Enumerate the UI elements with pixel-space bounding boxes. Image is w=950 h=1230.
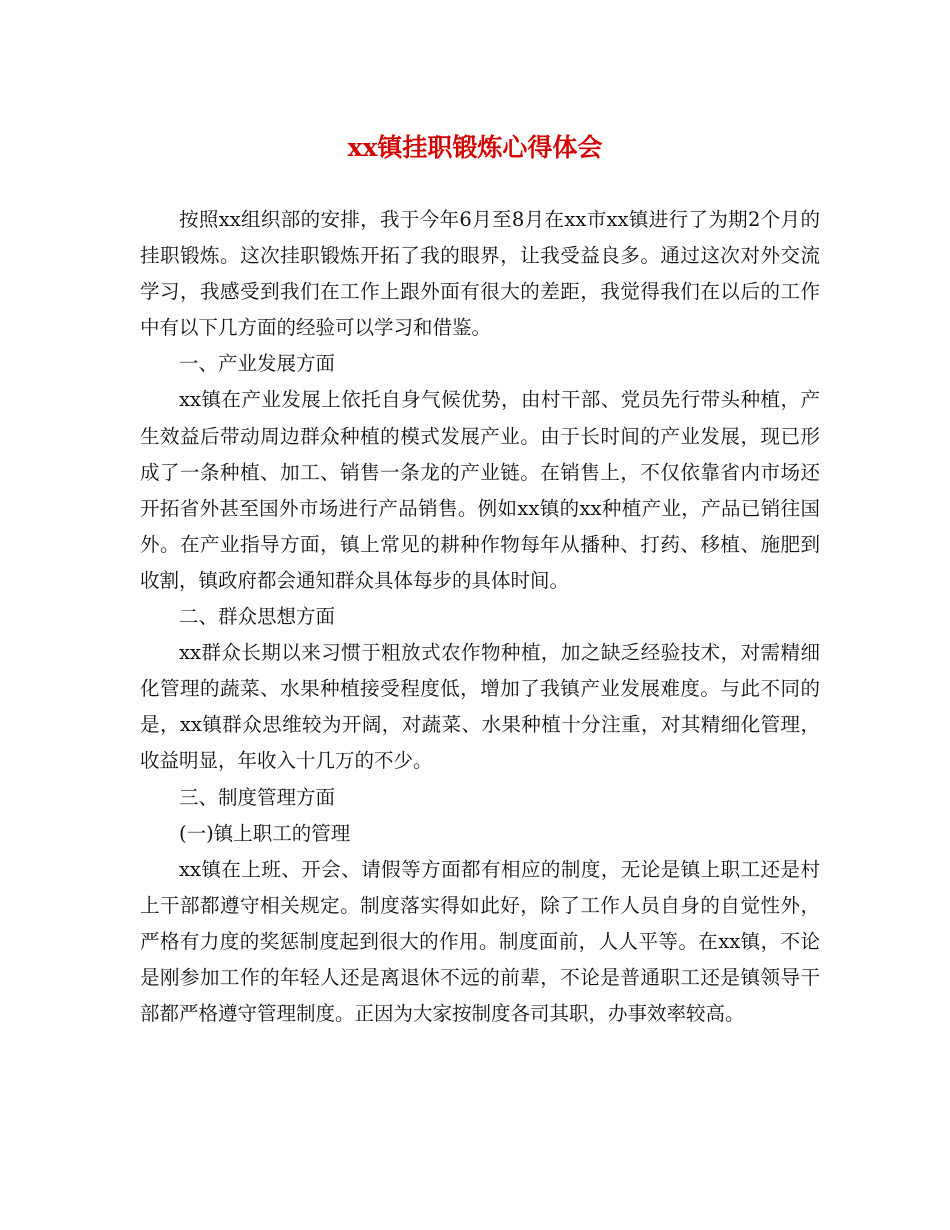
document-title: xx镇挂职锻炼心得体会 bbox=[347, 133, 603, 162]
document-body bbox=[140, 202, 820, 1032]
subsection-heading-staff-management: (一)镇上职工的管理 bbox=[179, 821, 351, 845]
section-heading-industry: 一、产业发展方面 bbox=[179, 352, 336, 376]
industry-paragraph: xx镇在产业发展上依托自身气候优势，由村干部、党员先行带头种植，产生效益后带动周边群众种植的模式发展产业。由于长时间的产业发展，现已形成了一条种植、加工、销售一条龙的产业链。在销售上，不仅依靠省内市场还开拓省外甚至国外市场进行产品销售。例如xx镇的xx种植产业，产品已销往国外。在产业指导方面，镇上常见的耕种作物每年从播种、打药、移植、施肥到收割，镇政府都会通知群众具体每步的具体时间。 bbox=[140, 388, 820, 592]
intro-paragraph: 按照xx组织部的安排，我于今年6月至8月在xx市xx镇进行了为期2个月的挂职锻炼。这次挂职锻炼开拓了我的眼界，让我受益良多。通过这次对外交流学习，我感受到我们在工作上跟外面有很大的差距，我觉得我们在以后的工作中有以下几方面的经验可以学习和借鉴。 bbox=[140, 208, 820, 340]
section-heading-public-thinking: 二、群众思想方面 bbox=[179, 605, 336, 629]
staff-management-paragraph: xx镇在上班、开会、请假等方面都有相应的制度，无论是镇上职工还是村上干部都遵守相关规定。制度落实得如此好，除了工作人员自身的自觉性外，严格有力度的奖惩制度起到很大的作用。制度面前，人人平等。在xx镇，不论是刚参加工作的年轻人还是离退休不远的前辈，不论是普通职工还是镇领导干部都严格遵守管理制度。正因为大家按制度各司其职，办事效率较高。 bbox=[140, 857, 820, 1026]
public-thinking-paragraph: xx群众长期以来习惯于粗放式农作物种植，加之缺乏经验技术，对需精细化管理的蔬菜、水果种植接受程度低，增加了我镇产业发展难度。与此不同的是，xx镇群众思维较为开阔，对蔬菜、水果种植十分注重，对其精细化管理，收益明显，年收入十几万的不少。 bbox=[140, 641, 820, 773]
section-heading-system-management: 三、制度管理方面 bbox=[179, 785, 336, 809]
